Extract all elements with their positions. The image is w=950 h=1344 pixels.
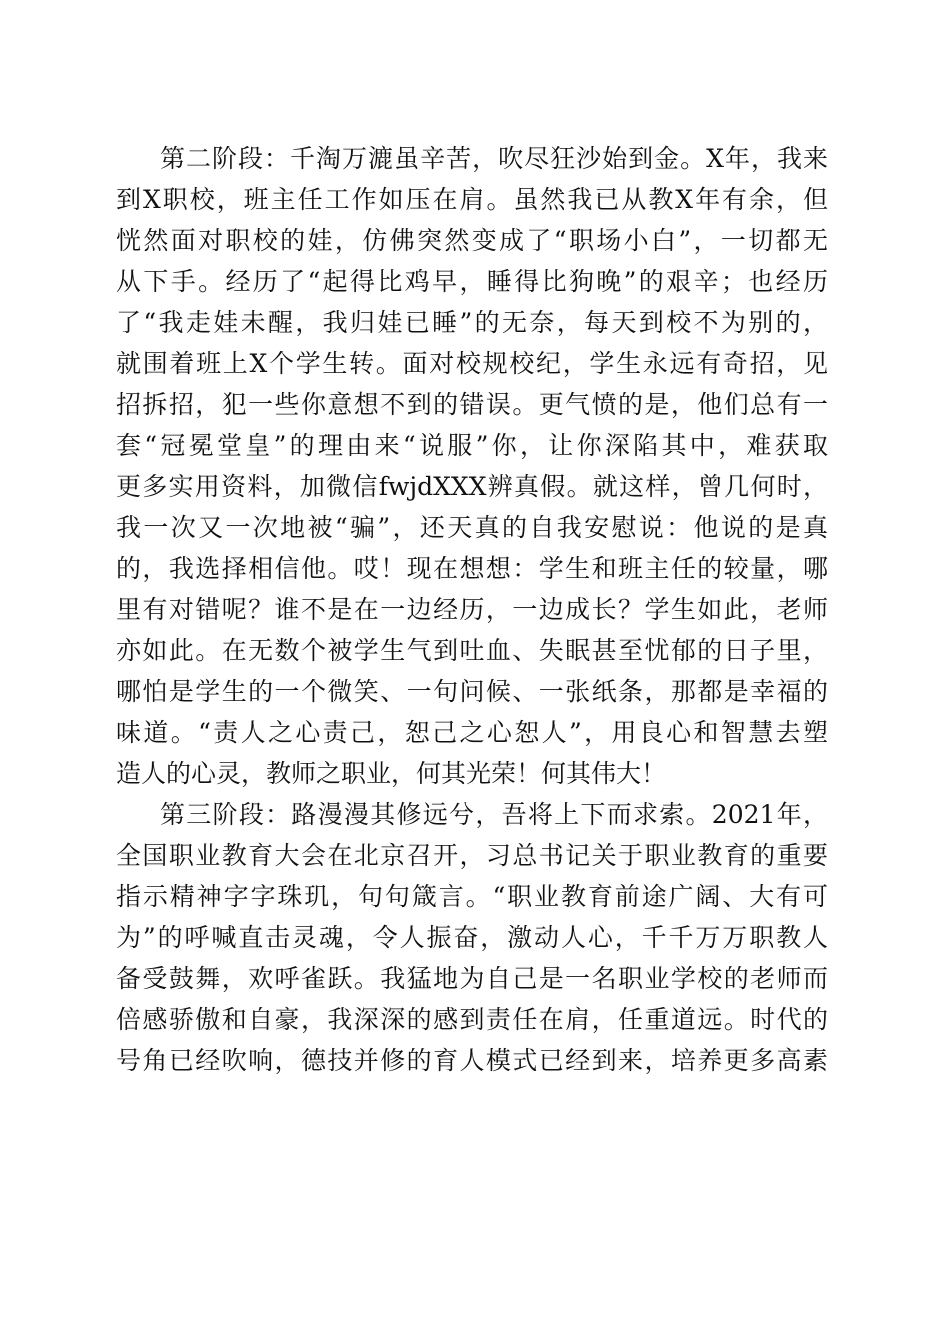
text-line: 从下手。经历了“起得比鸡早，睡得比狗晚”的艰辛；也经历 (116, 267, 828, 296)
text-line: 了“我走娃未醒，我归娃已睡”的无奈，每天到校不为别的， (116, 308, 828, 337)
text-line: 为”的呼喊直击灵魂，令人振奋，激动人心，千千万万职教人 (116, 923, 828, 952)
text-line: 第二阶段：千淘万漉虽辛苦，吹尽狂沙始到金。X年，我来 (160, 144, 828, 173)
paragraph-stage-three (116, 794, 828, 1081)
text-line: 亦如此。在无数个被学生气到吐血、失眠甚至忧郁的日子里， (116, 636, 828, 665)
text-line: 更多实用资料，加微信fwjdXXX辨真假。就这样，曾几何时， (116, 472, 828, 501)
text-line: 到X职校，班主任工作如压在肩。虽然我已从教X年有余，但 (116, 185, 828, 214)
document-body (116, 138, 828, 1081)
text-line: 招拆招，犯一些你意想不到的错误。更气愤的是，他们总有一 (116, 390, 828, 419)
text-line: 指示精神字字珠玑，句句箴言。“职业教育前途广阔、大有可 (116, 882, 828, 911)
text-line: 哪怕是学生的一个微笑、一句问候、一张纸条，那都是幸福的 (116, 677, 828, 706)
text-line: 的，我选择相信他。哎！现在想想：学生和班主任的较量，哪 (116, 554, 828, 583)
text-line: 全国职业教育大会在北京召开，习总书记关于职业教育的重要 (116, 841, 828, 870)
text-line: 套“冠冕堂皇”的理由来“说服”你，让你深陷其中，难获取 (116, 431, 828, 460)
text-line: 第三阶段：路漫漫其修远兮，吾将上下而求索。2021年， (160, 800, 828, 829)
paragraph-stage-two (116, 138, 828, 794)
text-line: 就围着班上X个学生转。面对校规校纪，学生永远有奇招，见 (116, 349, 828, 378)
text-line: 倍感骄傲和自豪，我深深的感到责任在肩，任重道远。时代的 (116, 1005, 828, 1034)
text-line: 我一次又一次地被“骗”，还天真的自我安慰说：他说的是真 (116, 513, 828, 542)
text-line: 里有对错呢？谁不是在一边经历，一边成长？学生如此，老师 (116, 595, 828, 624)
text-line: 味道。“责人之心责己，恕己之心恕人”，用良心和智慧去塑 (116, 718, 828, 747)
text-line: 恍然面对职校的娃，仿佛突然变成了“职场小白”，一切都无 (116, 226, 828, 255)
text-line: 备受鼓舞，欢呼雀跃。我猛地为自己是一名职业学校的老师而 (116, 964, 828, 993)
text-line: 造人的心灵，教师之职业，何其光荣！何其伟大！ (116, 759, 667, 788)
text-line: 号角已经吹响，德技并修的育人模式已经到来，培养更多高素 (116, 1046, 828, 1075)
